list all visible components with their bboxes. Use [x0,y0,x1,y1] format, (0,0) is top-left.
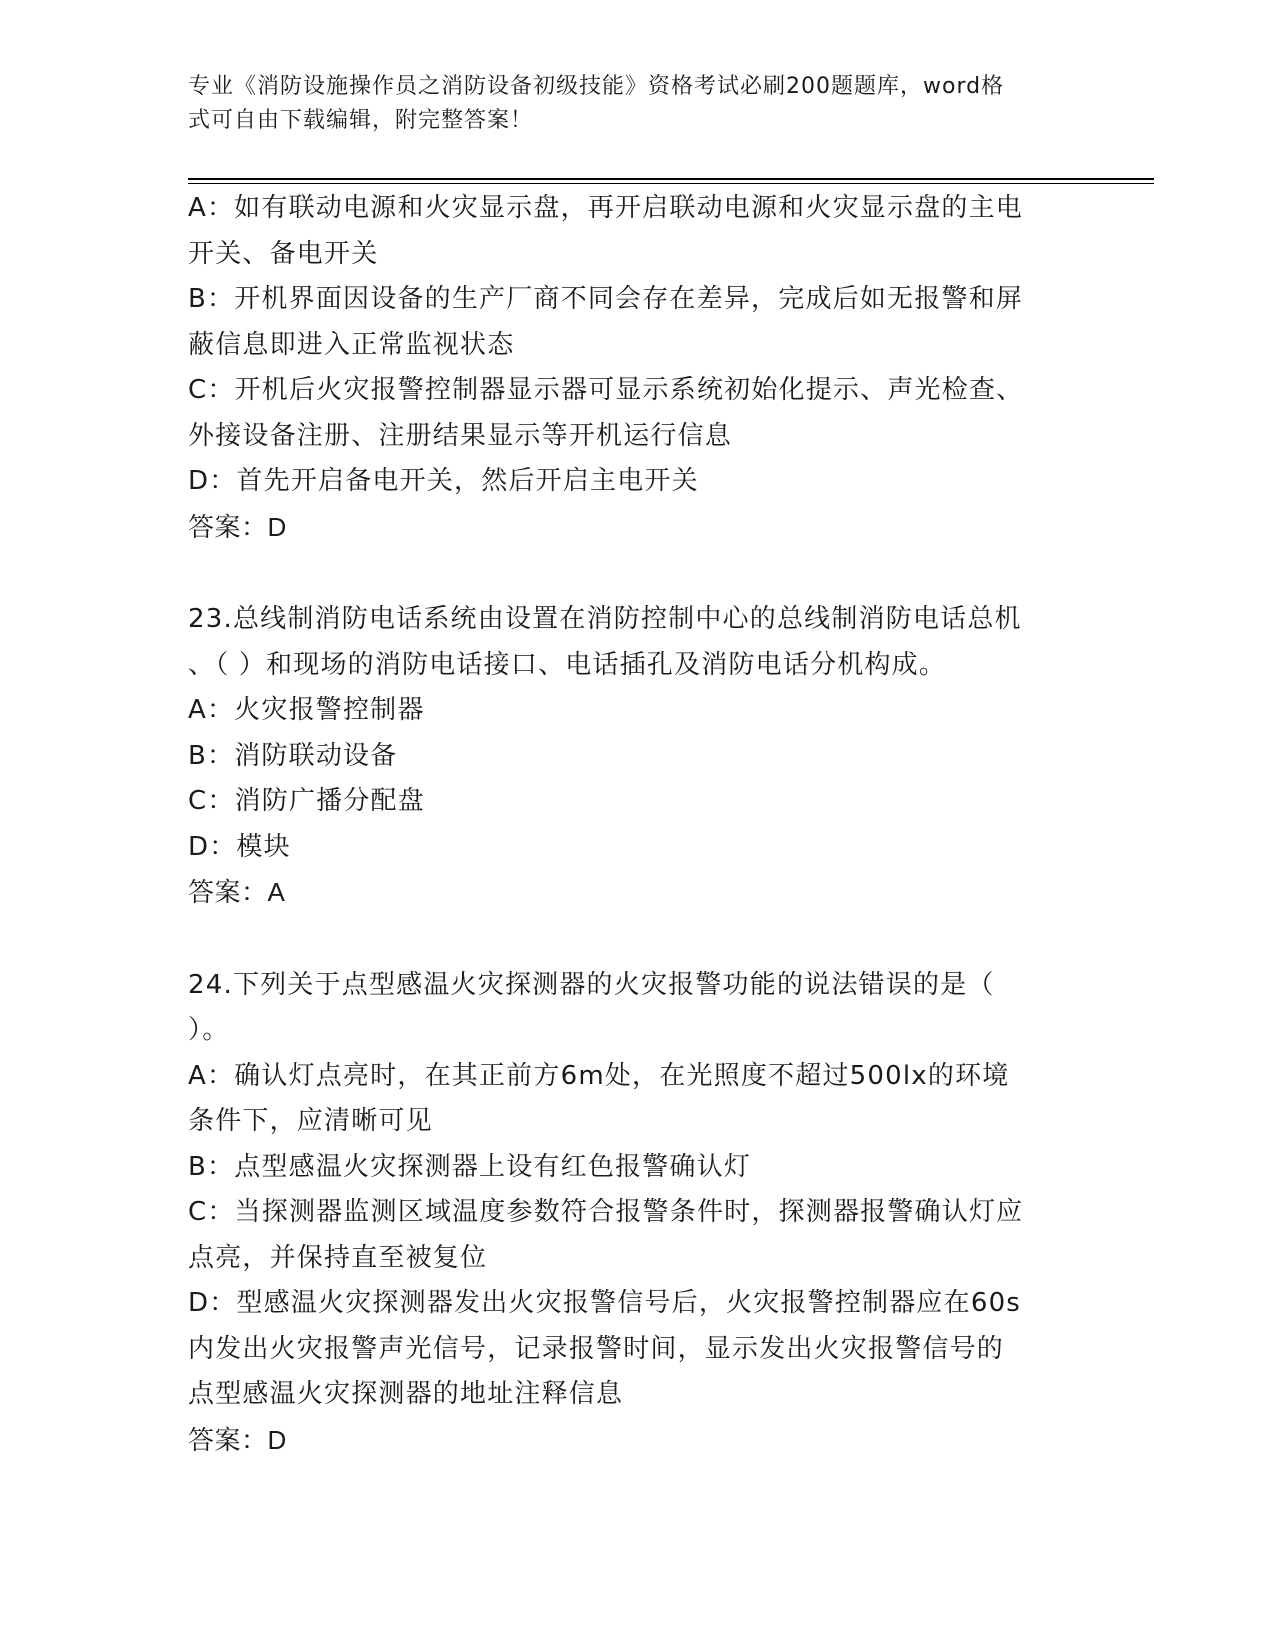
question-spacer [188,916,1074,963]
option-c-line-2: 外接设备注册、注册结果显示等开机运行信息 [188,420,733,451]
option-c-line-2: 点亮，并保持直至被复位 [188,1242,488,1273]
question-24 [188,963,1074,1464]
option-a: A：火灾报警控制器 [188,695,425,725]
option-d-line-1: D：型感温火灾探测器发出火灾报警信号后，火灾报警控制器应在60s [188,1288,1022,1318]
option-b: B：点型感温火灾探测器上设有红色报警确认灯 [188,1151,752,1182]
question-spacer [188,550,1074,597]
header-title-line-1: 专业《消防设施操作员之消防设备初级技能》资格考试必刷200题题库，word格 [188,74,1005,99]
option-d: D：首先开启备电开关，然后开启主电开关 [188,466,699,496]
document-body [188,186,1074,1463]
answer-label: 答案：A [188,877,286,907]
header-divider [188,178,1154,184]
option-c-line-1: C：当探测器监测区域温度参数符合报警条件时，探测器报警确认灯应 [188,1197,1024,1227]
answer-label: 答案：D [188,1424,287,1455]
option-d: D：模块 [188,831,291,862]
option-a-line-2: 开关、备电开关 [188,238,379,269]
question-stem-line-2: ）。 [188,1015,230,1045]
option-c-line-1: C：开机后火灾报警控制器显示器可显示系统初始化提示、声光检查、 [188,375,1024,405]
option-b-line-1: B：开机界面因设备的生产厂商不同会存在差异，完成后如无报警和屏 [188,284,1024,314]
option-d-line-2: 内发出火灾报警声光信号，记录报警时间，显示发出火灾报警信号的 [188,1333,1005,1364]
option-d-line-3: 点型感温火灾探测器的地址注释信息 [188,1379,624,1409]
header-title-line-2: 式可自由下载编辑，附完整答案！ [188,108,534,133]
answer-label: 答案：D [188,511,287,542]
option-a-line-1: A：确认灯点亮时，在其正前方6m处，在光照度不超过500lx的环境 [188,1060,1010,1091]
option-c: C：消防广播分配盘 [188,786,425,816]
option-b: B：消防联动设备 [188,740,398,771]
option-b-line-2: 蔽信息即进入正常监视状态 [188,329,515,360]
question-22-options [188,186,1074,550]
question-23 [188,597,1074,916]
document-header [188,70,1068,138]
question-stem-line-1: 24.下列关于点型感温火灾探测器的火灾报警功能的说法错误的是（ [188,969,995,1000]
question-stem-line-1: 23.总线制消防电话系统由设置在消防控制中心的总线制消防电话总机 [188,604,1022,634]
question-stem-line-2: 、（ ）和现场的消防电话接口、电话插孔及消防电话分机构成。 [188,649,947,680]
option-a-line-1: A：如有联动电源和火灾显示盘，再开启联动电源和火灾显示盘的主电 [188,193,1023,223]
option-a-line-2: 条件下，应清晰可见 [188,1106,433,1136]
